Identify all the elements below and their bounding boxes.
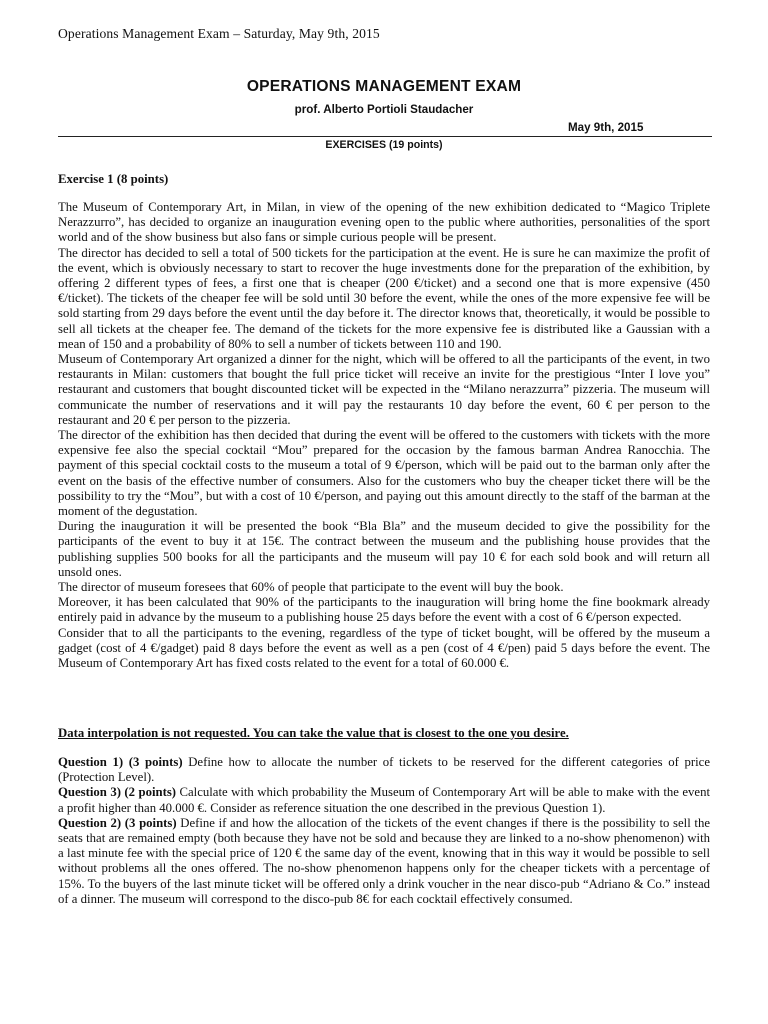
question-text: Calculate with which probability the Museum of Contemporary Art will be able to make with the event a profit higher than 40.000 €. Consider as reference situation the one described in the previous Question 1).	[58, 785, 710, 815]
paragraph: During the inauguration it will be presented the book “Bla Bla” and the museum decided to give the possibility for the participants of the event to buy it at 15€. The contract between the museum and the publishing house provides that the publishing supplies 500 books for all the participants and the museum will pay 10 € for each sold book and will return all unsold ones.	[58, 519, 710, 579]
paragraph: Museum of Contemporary Art organized a dinner for the night, which will be offered to all the participants of the event, in two restaurants in Milan: customers that bought the full price ticket will receive an invite for the prestigious “Inter I love you” restaurant and customers that bought discounted ticket will be expected in the “Milano nerazzurra” pizzeria. The museum will communicate the number of reservations and it will pay the restaurants 10 day before the event, 60 € per person to the restaurant and 20 € per person to the pizzeria.	[58, 352, 710, 427]
paragraph: The Museum of Contemporary Art, in Milan, in view of the opening of the new exhibition dedicated to “Magico Triplete Nerazzurro”, has decided to organize an inauguration evening open to the public where authorities, personalities of the sport world and of the show business but also fans or simple curious people will be present.	[58, 200, 710, 245]
paragraph: Consider that to all the participants to the evening, regardless of the type of ticket bought, will be offered by the museum a gadget (cost of 4 €/gadget) paid 8 days before the event as well as a pen (cost of 4 €/pen) paid 5 days before the event. The Museum of Contemporary Art has fixed costs related to the event for a total of 60.000 €.	[58, 625, 710, 671]
paragraph: Moreover, it has been calculated that 90% of the participants to the inauguration will bring home the fine bookmark already entirely paid in advance by the museum to a publishing house 25 days before the event with a cost of 6 €/person expected.	[58, 595, 710, 625]
running-header: Operations Management Exam – Saturday, May 9th, 2015	[58, 26, 380, 41]
question-label: Question 3) (2 points)	[58, 785, 177, 800]
question-label: Question 2) (3 points)	[58, 815, 177, 830]
question-label: Question 1) (3 points)	[58, 755, 183, 769]
professor-name: prof. Alberto Portioli Staudacher	[294, 103, 474, 116]
paragraph: The director of the exhibition has then decided that during the event will be offered to the customers with tickets with the more expensive fee also the special cocktail “Mou” prepared for the occasion by the famous barman Andrea Ranocchia. The payment of this special cocktail costs to the museum a total of 9 €/person, which will be paid out to the barman only after the event on the basis of the effective number of consumers. Also for the customers who buy the cheaper ticket there will be the possibility to try the “Mou”, but with a cost of 10 €/person, and paying out this amount directly to the staff of the barman at the moment of the degustation.	[58, 428, 710, 519]
paragraph: The director has decided to sell a total of 500 tickets for the participation at the event. He is sure he can maximize the profit of the event, which is obviously necessary to start to recover the huge investments done for the preparation of the exhibition, by offering 2 different types of fees, a first one that is cheaper (200 €/ticket) and a second one that is more expensive (450 €/ticket). The tickets of the cheaper fee will be sold until 30 before the event, while the ones of the more expensive fee will be sold starting from 29 days before the event until the day before it. The director knows that, theoretically, it would be possible to sell all tickets at the cheaper fee. The demand of the tickets for the more expensive fee is distributed like a Gaussian with a mean of 150 and a probability of 80% to sell a number of tickets between 110 and 190.	[58, 245, 710, 351]
document-title: OPERATIONS MANAGEMENT EXAM	[246, 78, 522, 95]
question-1	[58, 755, 710, 785]
header-divider	[58, 136, 712, 137]
question-2	[58, 816, 710, 907]
paragraph: The director of museum foresees that 60% of people that participate to the event will buy the book.	[58, 580, 564, 595]
exercise-body	[58, 200, 710, 671]
questions-list	[58, 755, 710, 907]
question-3	[58, 785, 710, 815]
exam-date: May 9th, 2015	[568, 121, 644, 134]
exercise-heading: Exercise 1 (8 points)	[58, 172, 169, 186]
interpolation-note: Data interpolation is not requested. You can take the value that is closest to the one you desire.	[58, 726, 569, 740]
question-text: Define how to allocate the number of tickets to be reserved for the different categories of price (Protection Level).	[58, 755, 710, 785]
question-text: Define if and how the allocation of the tickets of the event changes if there is the possibility to sell the seats that are remained empty (both because they have not be sold and because they are linked to a no-show phenomenon) with a last minute fee with the special price of 120 € the same day of the event, knowing that in this way it would be possible to sell without problems all the ones offered. The no-show phenomenon happens only for the cheaper tickets with a percentage of 15%. To the buyers of the last minute ticket will be offered only a drink voucher in the near disco-pub “Adriano & Co.” instead of a dinner. The museum will correspond to the disco-pub 8€ for each cocktail effectively consumed.	[58, 815, 710, 906]
section-title: EXERCISES (19 points)	[325, 139, 443, 151]
